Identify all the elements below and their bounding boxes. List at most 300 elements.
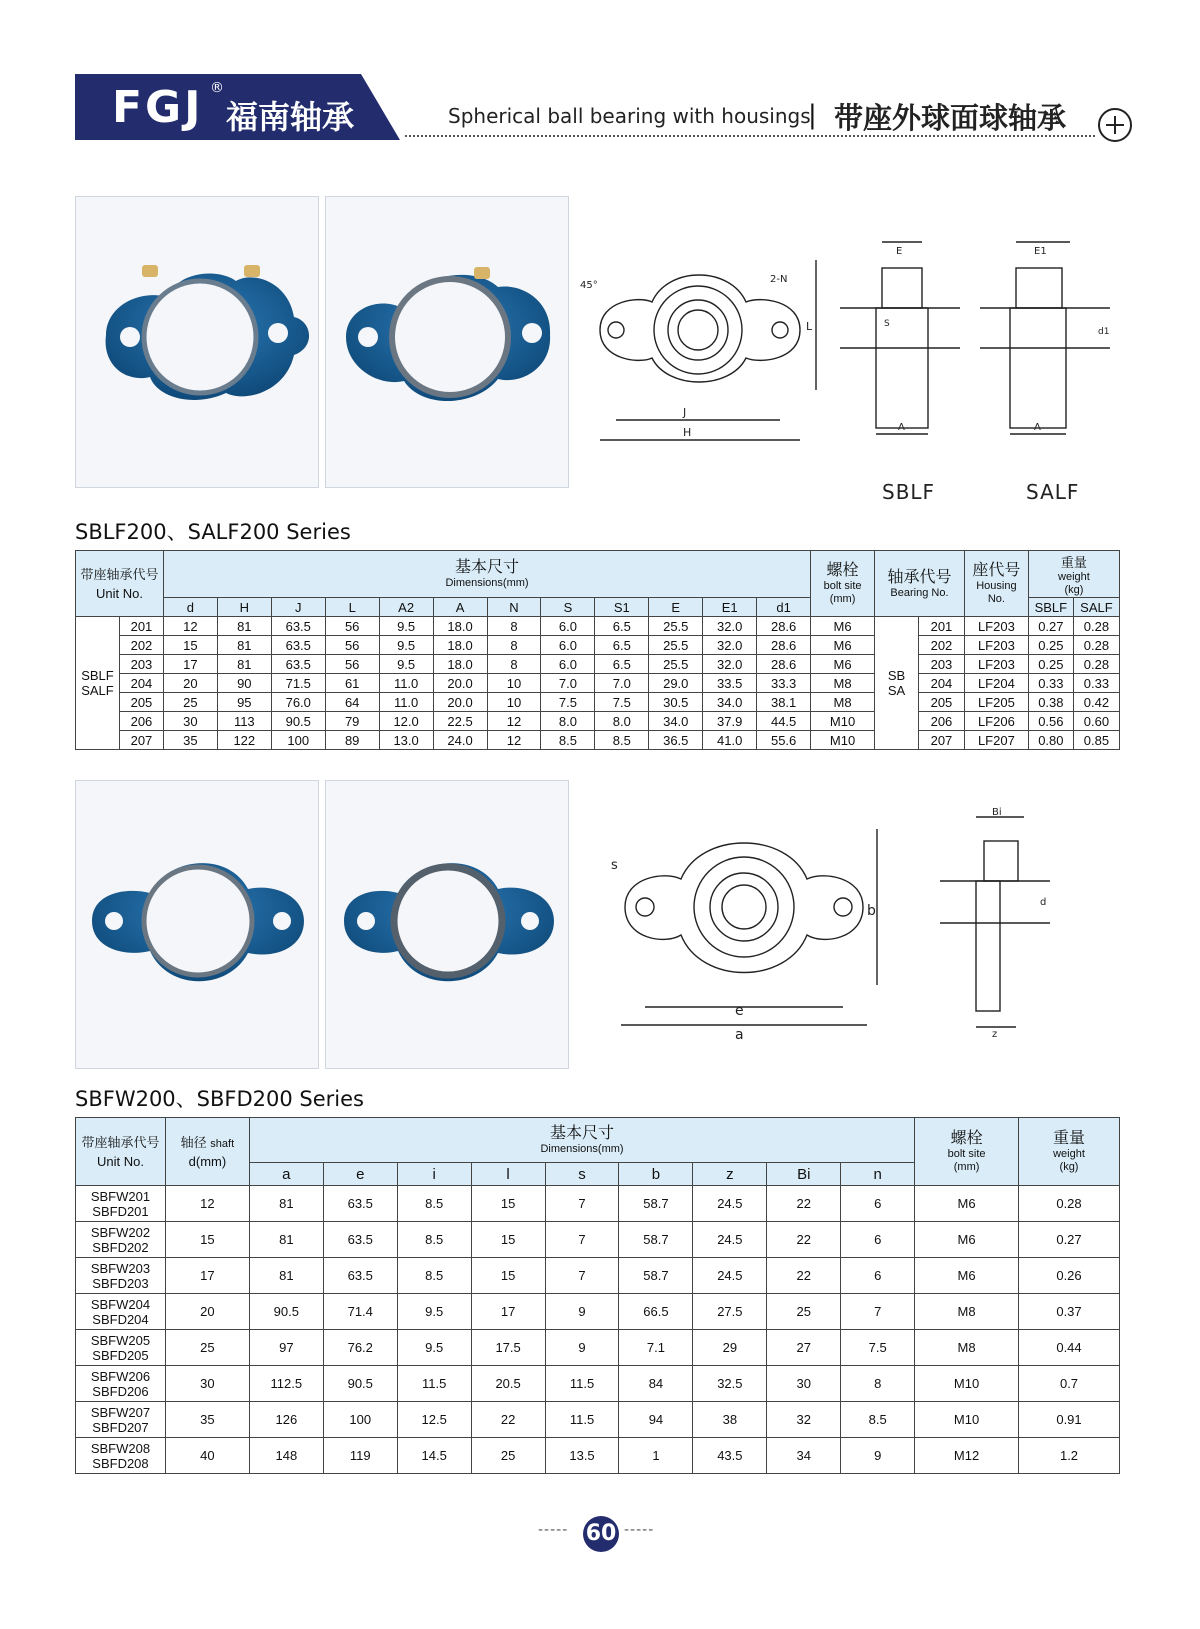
table-cell: 8.5 [397,1258,471,1294]
table-cell: 27.5 [693,1294,767,1330]
unit-no-cell [76,1186,166,1222]
table-cell: 6 [841,1222,915,1258]
table-cell: 25.5 [649,617,703,636]
table-cell: 148 [249,1438,323,1474]
svg-text:J: J [683,406,687,419]
table-cell: 119 [323,1438,397,1474]
table-cell: 11.5 [545,1366,619,1402]
column-header: N [487,598,541,617]
header-dimensions-cn: 基本尺寸 [455,559,520,576]
table-row [76,1330,1120,1366]
unit-no-cell [76,1438,166,1474]
table-row [76,693,1120,712]
unit-no-sbfd: SBFD202 [92,1239,149,1255]
table-cell: 25 [165,1330,249,1366]
svg-text:A: A [898,422,905,433]
column-header: H [217,598,271,617]
unit-no-sbfw: SBFW203 [90,1260,151,1276]
header-weight-en-2: weight [1053,1148,1085,1160]
header-rule [405,135,1095,137]
table-cell: 81 [217,617,271,636]
unit-no-cell [76,1222,166,1258]
table-cell: 1 [619,1438,693,1474]
header-housing-cn: 座代号 [972,562,1021,579]
table-cell: 56 [325,617,379,636]
table-cell: 206 [119,712,163,731]
table-cell: 15 [163,636,217,655]
table-cell: 66.5 [619,1294,693,1330]
table-cell: 0.7 [1019,1366,1120,1402]
table-cell: 8.0 [595,712,649,731]
table-cell: 63.5 [323,1222,397,1258]
table-cell: 15 [471,1222,545,1258]
table-cell: 20 [165,1294,249,1330]
page-title-en: Spherical ball bearing with housings [448,104,811,128]
header-unit-no [76,551,164,617]
table-cell: 9 [545,1294,619,1330]
table-cell: 8.0 [541,712,595,731]
product-photo-sbfd [325,780,569,1069]
table-cell: M8 [811,674,875,693]
table-cell: 6.0 [541,655,595,674]
header-unit-cn: 带座轴承代号 [80,566,159,582]
table-cell: M6 [915,1186,1019,1222]
table-cell: 15 [471,1186,545,1222]
header-dimensions-en: Dimensions(mm) [445,577,529,589]
table-cell: 30 [165,1366,249,1402]
table-row [76,1222,1120,1258]
table-cell: 0.37 [1019,1294,1120,1330]
table-cell: 7.0 [541,674,595,693]
table-cell: 32.0 [703,636,757,655]
table-cell: 11.0 [379,693,433,712]
header-bolt-cn: 螺栓 [826,562,859,579]
svg-text:d1: d1 [1098,327,1110,337]
table-cell: 64 [325,693,379,712]
table-cell: 81 [249,1186,323,1222]
table-cell: 63.5 [323,1186,397,1222]
table-cell: 13.5 [545,1438,619,1474]
svg-text:e: e [735,1003,744,1019]
unit-no-sbfw: SBFW208 [90,1440,151,1456]
table-cell: 81 [217,655,271,674]
table-cell: M10 [811,712,875,731]
table-cell: 90.5 [323,1366,397,1402]
table-cell: 0.42 [1073,693,1119,712]
header-bearing-en: Bearing No. [890,586,949,599]
table-cell: 18.0 [433,636,487,655]
table-cell: 6.0 [541,617,595,636]
table-cell: LF203 [964,617,1028,636]
unit-no-cell [76,1330,166,1366]
title-separator: | [808,100,817,130]
column-header: l [471,1163,545,1186]
column-header: b [619,1163,693,1186]
column-header: E1 [703,598,757,617]
table-cell: 6.5 [595,655,649,674]
table-cell: 10 [487,674,541,693]
table-cell: 24.0 [433,731,487,750]
table-cell: 90 [217,674,271,693]
table-cell: 28.6 [757,617,811,636]
table-cell: 203 [918,655,964,674]
table-cell: 35 [165,1402,249,1438]
table-cell: 201 [119,617,163,636]
table-row [76,1258,1120,1294]
table-cell: 41.0 [703,731,757,750]
svg-text:E: E [896,246,903,257]
unit-no-sbfw: SBFW206 [90,1368,151,1384]
table-cell: 7 [841,1294,915,1330]
unit-prefix [76,617,120,750]
svg-text:45°: 45° [580,280,598,291]
table-cell: 0.91 [1019,1402,1120,1438]
table-cell: 25 [163,693,217,712]
table-cell: 32.0 [703,617,757,636]
table-cell: 0.25 [1028,636,1073,655]
table-cell: 0.28 [1073,636,1119,655]
header-shaft-cn: 轴径 [180,1134,207,1150]
table-cell: 8 [487,617,541,636]
table-cell: LF207 [964,731,1028,750]
column-header: SALF [1073,598,1119,617]
table-cell: 100 [323,1402,397,1438]
table-cell: 6.0 [541,636,595,655]
table-cell: 12 [487,712,541,731]
table-cell: 22 [471,1402,545,1438]
unit-no-sbfd: SBFD205 [92,1347,149,1363]
unit-no-sbfw: SBFW204 [90,1296,151,1312]
unit-no-sbfw: SBFW202 [90,1224,151,1240]
table-cell: 18.0 [433,617,487,636]
product-photo-salf [325,196,569,488]
table-row [76,674,1120,693]
table-cell: 0.28 [1073,655,1119,674]
table-cell: 0.27 [1019,1222,1120,1258]
table-cell: 0.80 [1028,731,1073,750]
column-header: d1 [757,598,811,617]
header-unit-cn-2: 带座轴承代号 [81,1134,160,1150]
table-cell: LF203 [964,655,1028,674]
column-header: SBLF [1028,598,1073,617]
table-cell: 6.5 [595,636,649,655]
header-weight-unit-2: (kg) [1059,1161,1079,1173]
table-cell: 38 [693,1402,767,1438]
table-cell: 203 [119,655,163,674]
table-cell: 1.2 [1019,1438,1120,1474]
table-cell: 30.5 [649,693,703,712]
drawing-label-salf: SALF [1026,480,1080,504]
technical-drawing-sbfw-front [605,815,895,1045]
spec-table-sbfw-sbfd [75,1117,1120,1474]
table-cell: 11.0 [379,674,433,693]
table-cell: 44.5 [757,712,811,731]
table-cell: M6 [915,1222,1019,1258]
table-cell: 7.5 [541,693,595,712]
table-cell: 17 [163,655,217,674]
table-cell: 61 [325,674,379,693]
table-cell: 15 [471,1258,545,1294]
table-cell: 22 [767,1222,841,1258]
table-cell: 40 [165,1438,249,1474]
table-cell: 0.56 [1028,712,1073,731]
bearing-prefix-sb: SB [887,668,906,683]
table-cell: 7 [545,1186,619,1222]
brand-logo: FGJ [112,82,204,133]
header-bolt-unit-2: (mm) [953,1161,980,1173]
table-cell: 71.5 [271,674,325,693]
table-cell: 204 [918,674,964,693]
table-cell: 12 [487,731,541,750]
table-cell: 35 [163,731,217,750]
table-cell: 9.5 [397,1330,471,1366]
table-cell: 7.1 [619,1330,693,1366]
header-weight-unit: (kg) [1064,583,1084,596]
table-cell: 202 [918,636,964,655]
table-cell: 58.7 [619,1186,693,1222]
table-cell: 100 [271,731,325,750]
table-cell: 7.5 [841,1330,915,1366]
svg-text:b: b [867,903,876,919]
header-shaft-en: shaft [210,1137,235,1150]
svg-text:a: a [735,1027,744,1043]
unit-no-cell [76,1258,166,1294]
column-header: s [545,1163,619,1186]
table-cell: 0.28 [1073,617,1119,636]
header-dimensions-cn-2: 基本尺寸 [550,1125,615,1142]
header-bolt-unit: (mm) [829,593,856,605]
table-cell: 0.27 [1028,617,1073,636]
svg-text:A: A [1034,422,1041,433]
column-header: d [163,598,217,617]
unit-no-sbfw: SBFW205 [90,1332,151,1348]
table-cell: 25.5 [649,636,703,655]
bearing-prefix-sa: SA [887,683,906,698]
table-cell: 90.5 [271,712,325,731]
table-cell: 6.5 [595,617,649,636]
header-weight-cn-2: 重量 [1053,1130,1086,1147]
table-cell: 10 [487,693,541,712]
header-dimensions-en-2: Dimensions(mm) [540,1143,624,1155]
table-cell: 81 [249,1258,323,1294]
table-cell: 6 [841,1258,915,1294]
table-cell: 25 [767,1294,841,1330]
table-cell: 207 [119,731,163,750]
column-header: A2 [379,598,433,617]
table-row [76,712,1120,731]
table-cell: 58.7 [619,1258,693,1294]
unit-prefix-salf: SALF [81,683,114,698]
column-header: E [649,598,703,617]
spec-table-sblf-salf [75,550,1120,750]
table-cell: LF203 [964,636,1028,655]
table-cell: 8.5 [541,731,595,750]
table-cell: LF205 [964,693,1028,712]
table-cell: 7 [545,1258,619,1294]
table-cell: 22 [767,1258,841,1294]
table-cell: 25.5 [649,655,703,674]
table-cell: 17 [471,1294,545,1330]
column-header: z [693,1163,767,1186]
page-dash-left: ----- [538,1522,569,1538]
table-cell: 12 [163,617,217,636]
svg-text:S: S [884,319,890,329]
unit-no-cell [76,1402,166,1438]
table-cell: 8.5 [397,1186,471,1222]
table-cell: 8 [841,1366,915,1402]
table-cell: 7.0 [595,674,649,693]
table-cell: 0.33 [1073,674,1119,693]
header-weight-en: weight [1058,570,1090,583]
table-cell: 63.5 [271,655,325,674]
table-cell: 7 [545,1222,619,1258]
column-header: J [271,598,325,617]
table-cell: M12 [915,1438,1019,1474]
table-cell: 12.0 [379,712,433,731]
table-cell: 81 [217,636,271,655]
table-cell: 11.5 [397,1366,471,1402]
svg-text:d: d [1040,897,1047,908]
table-cell: 27 [767,1330,841,1366]
table-cell: 71.4 [323,1294,397,1330]
section-title-sbfw: SBFW200、SBFD200 Series [75,1087,364,1111]
column-header: e [323,1163,397,1186]
table-cell: 14.5 [397,1438,471,1474]
table-cell: 0.33 [1028,674,1073,693]
table-cell: 11.5 [545,1402,619,1438]
header-bolt-en: bolt site [823,580,862,592]
svg-text:z: z [992,1029,998,1040]
table-cell: 15 [165,1222,249,1258]
header-shaft-unit: d(mm) [188,1153,227,1169]
table-cell: M8 [915,1294,1019,1330]
table-cell: 9.5 [379,636,433,655]
table-cell: 95 [217,693,271,712]
table-cell: 13.0 [379,731,433,750]
table-cell: 8.5 [841,1402,915,1438]
technical-drawing-sbfw-side [940,805,1060,1040]
table-cell: 34 [767,1438,841,1474]
table-cell: 34.0 [703,693,757,712]
table-cell: 58.7 [619,1222,693,1258]
table-cell: 90.5 [249,1294,323,1330]
product-photo-sblf [75,196,319,488]
brand-name-cn: 福南轴承 [226,98,355,136]
unit-no-sbfw: SBFW201 [90,1188,151,1204]
section-title-sblf: SBLF200、SALF200 Series [75,520,351,544]
table-cell: 17 [165,1258,249,1294]
table-row [76,636,1120,655]
table-cell: 205 [119,693,163,712]
table-cell: 0.85 [1073,731,1119,750]
table-cell: 0.26 [1019,1258,1120,1294]
table-cell: 36.5 [649,731,703,750]
table-cell: 22.5 [433,712,487,731]
header-unit-en-2: Unit No. [96,1153,144,1169]
table-cell: 201 [918,617,964,636]
table-cell: 38.1 [757,693,811,712]
table-row [76,1438,1120,1474]
unit-prefix-sblf: SBLF [81,668,114,683]
plus-icon [1098,108,1132,142]
table-cell: 6 [841,1186,915,1222]
bearing-prefix [875,617,919,750]
header-shaft [165,1118,249,1186]
table-cell: 0.28 [1019,1186,1120,1222]
table-row [76,731,1120,750]
header-weight-cn: 重量 [1060,554,1087,570]
table-cell: 37.9 [703,712,757,731]
svg-text:L: L [806,320,813,333]
table-cell: 84 [619,1366,693,1402]
table-cell: 63.5 [323,1258,397,1294]
table-cell: 30 [767,1366,841,1402]
table-cell: 207 [918,731,964,750]
svg-text:Bi: Bi [992,807,1002,818]
table-cell: 20.0 [433,674,487,693]
table-cell: 56 [325,655,379,674]
header-dimensions-2 [249,1118,914,1163]
column-header: a [249,1163,323,1186]
unit-no-sbfd: SBFD204 [92,1311,149,1327]
header-housing-en: Housing [976,580,1017,592]
table-cell: 97 [249,1330,323,1366]
page-title-cn: 带座外球面球轴承 [834,101,1067,135]
table-cell: M10 [915,1366,1019,1402]
table-cell: 22 [767,1186,841,1222]
table-cell: 0.60 [1073,712,1119,731]
table-row [76,655,1120,674]
table-cell: LF206 [964,712,1028,731]
table-cell: 202 [119,636,163,655]
table-cell: 76.0 [271,693,325,712]
header-housing-no: No. [987,593,1005,605]
table-cell: 8.5 [397,1222,471,1258]
table-cell: 204 [119,674,163,693]
table-cell: 43.5 [693,1438,767,1474]
table-cell: 9.5 [379,617,433,636]
table-cell: 12 [165,1186,249,1222]
technical-drawing-front [580,240,825,450]
svg-text:2-N: 2-N [770,274,788,285]
header-bolt-en-2: bolt site [947,1148,986,1160]
unit-no-sbfd: SBFD201 [92,1203,149,1219]
table-cell: 34.0 [649,712,703,731]
header-bolt [811,551,875,617]
header-weight [1028,551,1119,598]
table-cell: 20.5 [471,1366,545,1402]
table-cell: 126 [249,1402,323,1438]
svg-text:H: H [683,426,692,439]
table-cell: 94 [619,1402,693,1438]
table-cell: 81 [249,1222,323,1258]
table-cell: 76.2 [323,1330,397,1366]
table-cell: LF204 [964,674,1028,693]
column-header: L [325,598,379,617]
table-row [76,617,1120,636]
table-cell: M6 [811,617,875,636]
table-cell: 55.6 [757,731,811,750]
table-cell: M10 [915,1402,1019,1438]
table-cell: 30 [163,712,217,731]
header-unit-no-2 [76,1118,166,1186]
table-cell: 24.5 [693,1258,767,1294]
table-cell: 29.0 [649,674,703,693]
column-header: A [433,598,487,617]
column-header: S1 [595,598,649,617]
table-cell: M8 [811,693,875,712]
unit-no-sbfd: SBFD206 [92,1383,149,1399]
